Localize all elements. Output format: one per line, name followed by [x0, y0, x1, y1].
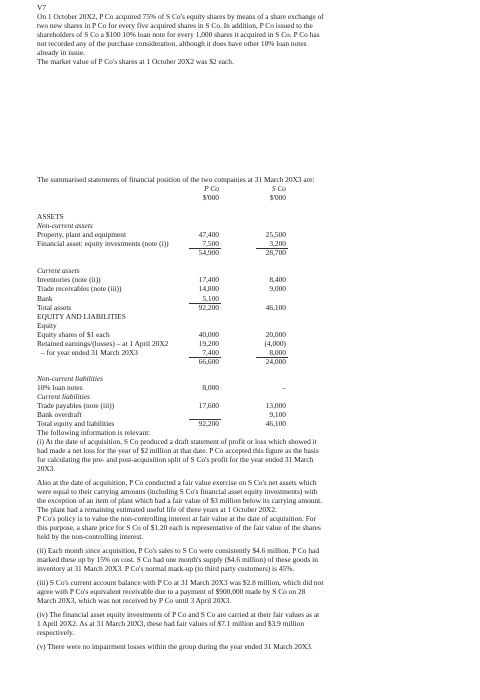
note-line: (iii) S Co's current account balance with P Co at 31 March 20X3 was $2.8 million, which did not — [37, 578, 324, 587]
note-line: (iv) The financial asset equity investments of P Co and S Co are carried at their fair values as at — [37, 610, 320, 619]
unit-header-p: $'000 — [202, 193, 219, 202]
table-row — [37, 410, 477, 419]
note-line: (ii) Each month since acquisition, P Co's sales to S Co were consistently $4.6 million. P Co had — [37, 546, 320, 555]
note-line: for calculating the pre- and post-acquisition split of S Co's profit for the year ended 31 March — [37, 455, 314, 464]
note-line: inventory at 31 March 20X3. P Co's normal mark-up (to third party customers) is 45%. — [37, 564, 295, 573]
value-s: 9,100 — [269, 410, 286, 419]
note-line: agree with P Co's equivalent receivable due to a payment of $900,000 made by S Co on 28 — [37, 587, 306, 596]
intro-line: already in issue. — [37, 48, 85, 57]
row-label: Current assets — [37, 266, 80, 275]
value-s: 28,700 — [265, 248, 286, 257]
note-line: P Co's policy is to value the non-controlling interest at fair value at the date of acquisition. For — [37, 514, 316, 523]
unit-header-row — [37, 193, 477, 202]
note-line: Also at the date of acquisition, P Co conducted a fair value exercise on S Co's net assets which — [37, 478, 317, 487]
value-p: 7,500 — [202, 239, 219, 248]
row-label: Non-current assets — [37, 221, 93, 230]
row-label: Inventories (note (ii)) — [37, 275, 101, 284]
table-row — [37, 239, 477, 248]
value-p: 14,800 — [198, 284, 219, 293]
note-line: (i) At the date of acquisition, S Co produced a draft statement of profit or loss which showed it — [37, 437, 317, 446]
table-row — [37, 266, 477, 275]
column-header-s: S Co — [271, 184, 286, 193]
note-line: had made a net loss for the year of $2 million at that date. P Co accepted this figure as the basis — [37, 446, 319, 455]
table-row — [37, 312, 477, 321]
note-line: 1 April 20X2. As at 31 March 20X3, these had fair values of $7.1 million and $3.9 million — [37, 619, 305, 628]
subtotal-rule — [256, 248, 288, 249]
table-row — [37, 275, 477, 284]
table-row — [37, 248, 477, 257]
subtotal-rule — [189, 357, 221, 358]
value-p: 17,400 — [198, 275, 219, 284]
value-p: 5,100 — [202, 294, 219, 303]
note-line: respectively. — [37, 628, 75, 637]
table-caption: The summarised statements of financial position of the two companies at 31 March 20X3 are: — [37, 175, 315, 184]
total-rule — [189, 303, 221, 304]
intro-line: On 1 October 20X2, P Co acquired 75% of S Co's equity shares by means of a share exchange of — [37, 12, 324, 21]
note-line: the exception of an item of plant which had a fair value of $3 million below its carrying amount. — [37, 496, 323, 505]
row-label: Trade payables (note (iii)) — [37, 401, 115, 410]
subtotal-rule — [256, 357, 288, 358]
table-row — [37, 383, 477, 392]
value-s: 9,000 — [269, 284, 286, 293]
total-rule — [189, 419, 221, 420]
value-s: 13,000 — [265, 401, 286, 410]
subtotal-rule — [189, 248, 221, 249]
table-row — [37, 419, 477, 428]
column-header-p: P Co — [204, 184, 219, 193]
note-line: held by the non-controlling interest. — [37, 532, 144, 541]
row-label: Non-current liabilities — [37, 374, 104, 383]
table-row — [37, 284, 477, 293]
value-s: 8,400 — [269, 275, 286, 284]
value-s: 25,500 — [265, 230, 286, 239]
value-s: 46,100 — [265, 419, 286, 428]
value-s: 46,100 — [265, 303, 286, 312]
value-p: 19,200 — [198, 339, 219, 348]
row-label: Bank — [37, 294, 53, 303]
row-label: Trade receivables (note (iii)) — [37, 284, 122, 293]
table-row — [37, 230, 477, 239]
value-p: 7,400 — [202, 348, 219, 357]
table-row — [37, 374, 477, 383]
value-p: 66,600 — [198, 357, 219, 366]
table-row — [37, 401, 477, 410]
table-row — [37, 392, 477, 401]
note-line: this purpose, a share price for S Co of $1.20 each is representative of the fair value of the shares — [37, 523, 321, 532]
row-label: ASSETS — [37, 212, 64, 221]
row-label: Retained earnings/(losses) – at 1 April 20X2 — [37, 339, 169, 348]
row-label: 10% loan notes — [37, 383, 83, 392]
intro-line: not recorded any of the purchase consideration, although it does have other 10% loan notes — [37, 39, 307, 48]
value-p: 17,600 — [198, 401, 219, 410]
intro-line: The market value of P Co's shares at 1 October 20X2 was $2 each. — [37, 57, 234, 66]
intro-line: two new shares in P Co for every five acquired shares in S Co. In addition, P Co issued to the — [37, 21, 313, 30]
value-p: 92,200 — [198, 303, 219, 312]
row-label: – for year ended 31 March 20X3 — [41, 348, 138, 357]
unit-header-s: $'000 — [269, 193, 286, 202]
row-label: Total assets — [37, 303, 72, 312]
value-p: 47,400 — [198, 230, 219, 239]
table-row — [37, 330, 477, 339]
row-label: Equity — [37, 321, 57, 330]
row-label: Property, plant and equipment — [37, 230, 127, 239]
table-row — [37, 321, 477, 330]
value-s: 8,000 — [269, 348, 286, 357]
value-s: 3,200 — [269, 239, 286, 248]
value-p: 54,900 — [198, 248, 219, 257]
note-line: (v) There were no impairment losses within the group during the year ended 31 March 20X3. — [37, 642, 313, 651]
row-label: EQUITY AND LIABILITIES — [37, 312, 126, 321]
table-row — [37, 221, 477, 230]
intro-line: shareholders of S Co a $100 10% loan note for every 1,000 shares it acquired in S Co. P Co has — [37, 30, 320, 39]
note-line: The following information is relevant: — [37, 428, 151, 437]
row-label: Total equity and liabilities — [37, 419, 115, 428]
value-s: – — [282, 383, 286, 392]
note-line: March 20X3, which was not received by P Co until 3 April 20X3. — [37, 596, 232, 605]
note-line: The plant had a remaining estimated useful life of three years at 1 October 20X2. — [37, 505, 277, 514]
row-label: Bank overdraft — [37, 410, 82, 419]
row-label: Equity shares of $1 each — [37, 330, 110, 339]
table-row — [37, 357, 477, 366]
value-s: 20,000 — [265, 330, 286, 339]
value-p: 40,000 — [198, 330, 219, 339]
table-row — [37, 294, 477, 303]
note-line: were equal to their carrying amounts (including S Co's financial asset equity investments) with — [37, 487, 318, 496]
table-row — [37, 303, 477, 312]
table-row — [37, 348, 477, 357]
column-header-row — [37, 184, 477, 193]
value-s: 24,000 — [265, 357, 286, 366]
note-line: marked these up by 15% on cost. S Co had one month's supply ($4.6 million) of these goods in — [37, 555, 318, 564]
row-label: Current liabilities — [37, 392, 90, 401]
table-row — [37, 339, 477, 348]
value-p: 92,200 — [198, 419, 219, 428]
question-id: V7 — [37, 3, 47, 12]
value-p: 8,000 — [202, 383, 219, 392]
table-row — [37, 212, 477, 221]
row-label: Financial asset: equity investments (note (i)) — [37, 239, 169, 248]
value-s: (4,000) — [264, 339, 286, 348]
note-line: 20X3. — [37, 464, 56, 473]
